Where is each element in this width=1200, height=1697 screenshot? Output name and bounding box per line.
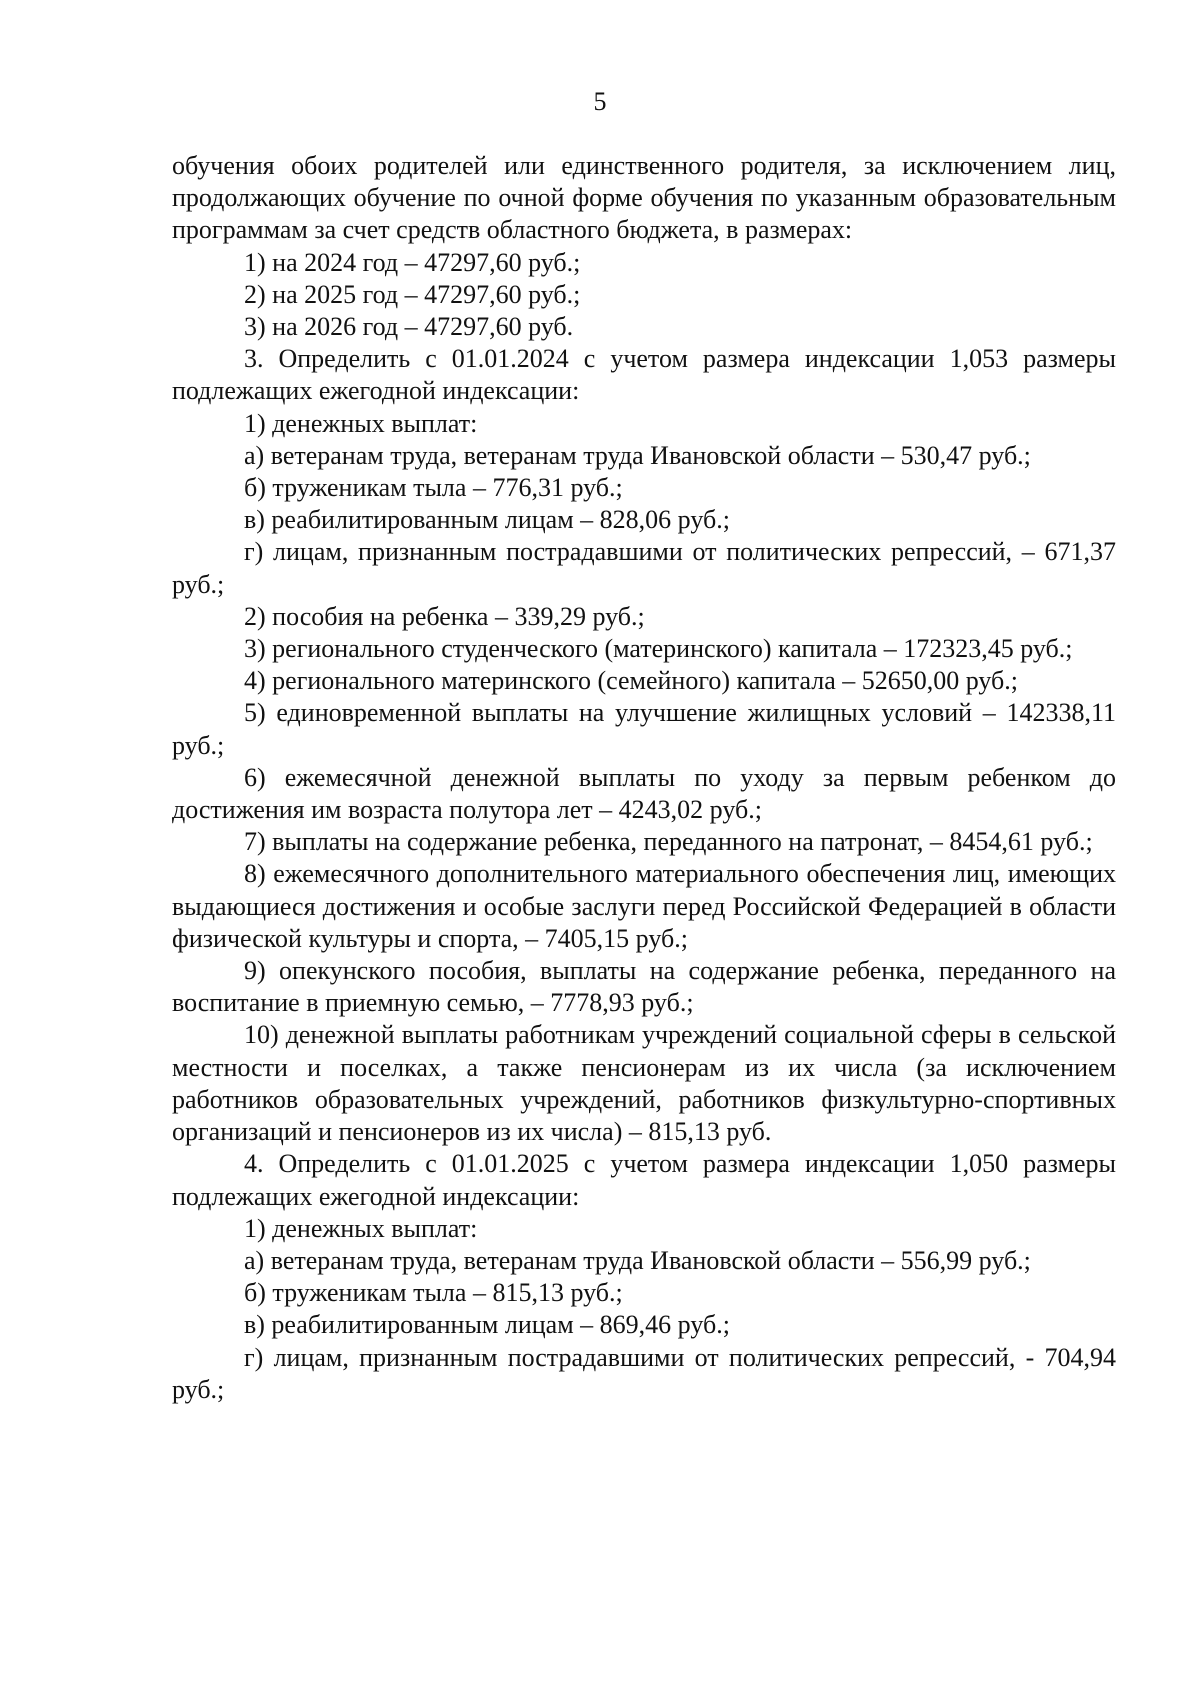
clause-3-item-1b: б) труженикам тыла – 776,31 руб.; <box>244 473 623 503</box>
clause-3-item-10: 10) денежной выплаты работникам учреждений социальной сферы в сельской местности и поселках, а также пенсионерам из их числа (за исключением работников образовательных учреждений, работников физкультурно-спортивных организаций и пенсионеров из их числа) – 815,13 руб. <box>172 1020 1116 1147</box>
clause-3-item-2: 2) пособия на ребенка – 339,29 руб.; <box>244 601 645 631</box>
clause-3-item-1: 1) денежных выплат: <box>244 408 478 438</box>
clause-4-item-1g: г) лицам, признанным пострадавшими от политических репрессий, - 704,94 руб.; <box>172 1342 1116 1404</box>
clause-3-item-8: 8) ежемесячного дополнительного материального обеспечения лиц, имеющих выдающиеся достижения и особые заслуги перед Российской Федерацией в области физической культуры и спорта, – 7405,15 руб.; <box>172 859 1116 953</box>
clause-3-item-4: 4) регионального материнского (семейного) капитала – 52650,00 руб.; <box>244 666 1019 696</box>
page-number: 5 <box>593 87 607 116</box>
clause-3-item-1a: а) ветеранам труда, ветеранам труда Ивановской области – 530,47 руб.; <box>244 440 1031 470</box>
clause-4-item-1a: а) ветеранам труда, ветеранам труда Ивановской области – 556,99 руб.; <box>244 1245 1031 1275</box>
paragraph-intro-continuation: обучения обоих родителей или единственного родителя, за исключением лиц, продолжающих обучение по очной форме обучения по указанным образовательным программам за счет средств областного бюджета, в размерах: <box>172 151 1116 245</box>
list-item-2024-amount: 1) на 2024 год – 47297,60 руб.; <box>244 247 581 277</box>
clause-4-item-1b: б) труженикам тыла – 815,13 руб.; <box>244 1278 623 1308</box>
clause-3-item-7: 7) выплаты на содержание ребенка, переданного на патронат, – 8454,61 руб.; <box>244 827 1093 857</box>
document-body <box>172 150 1116 1406</box>
clause-3-item-1v: в) реабилитированным лицам – 828,06 руб.; <box>244 505 730 535</box>
clause-3-item-9: 9) опекунского пособия, выплаты на содержание ребенка, переданного на воспитание в приемную семью, – 7778,93 руб.; <box>172 956 1116 1018</box>
list-item-2025-amount: 2) на 2025 год – 47297,60 руб.; <box>244 279 581 309</box>
clause-4-heading: 4. Определить с 01.01.2025 с учетом размера индексации 1,050 размеры подлежащих ежегодной индексации: <box>172 1149 1116 1211</box>
clause-4-item-1: 1) денежных выплат: <box>244 1213 478 1243</box>
clause-3-heading: 3. Определить с 01.01.2024 с учетом размера индексации 1,053 размеры подлежащих ежегодной индексации: <box>172 344 1116 406</box>
clause-3-item-5: 5) единовременной выплаты на улучшение жилищных условий – 142338,11 руб.; <box>172 698 1116 760</box>
clause-3-item-6: 6) ежемесячной денежной выплаты по уходу за первым ребенком до достижения им возраста полутора лет – 4243,02 руб.; <box>172 762 1116 825</box>
clause-3-item-3: 3) регионального студенческого (материнского) капитала – 172323,45 руб.; <box>244 634 1073 664</box>
clause-4-item-1v: в) реабилитированным лицам – 869,46 руб.; <box>244 1310 730 1340</box>
list-item-2026-amount: 3) на 2026 год – 47297,60 руб. <box>244 312 574 342</box>
clause-3-item-1g: г) лицам, признанным пострадавшими от политических репрессий, – 671,37 руб.; <box>172 537 1116 599</box>
